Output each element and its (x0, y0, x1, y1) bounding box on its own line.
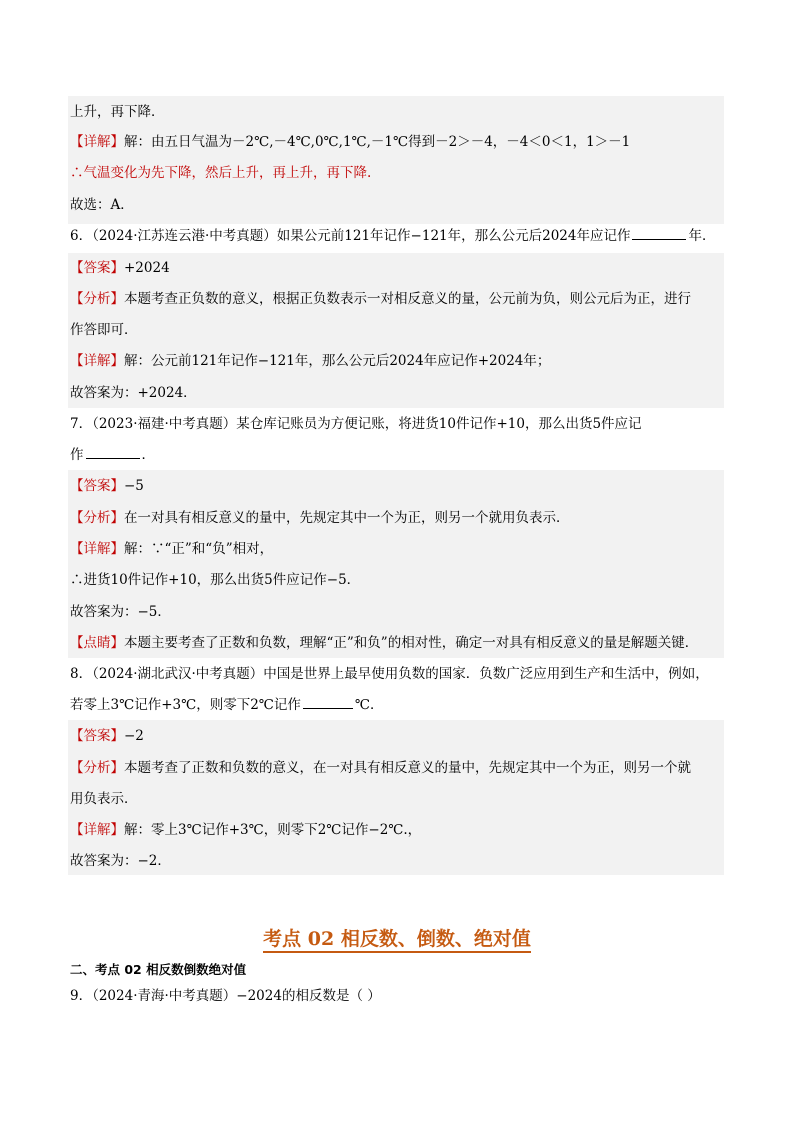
section-subheading: 二、考点 02 相反数倒数绝对值 (70, 962, 247, 977)
q8-conclusion: 故答案为：−2． (70, 853, 171, 869)
detail-text: 解：公元前121年记作−121年，那么公元后2024年应记作+2024年； (124, 353, 551, 369)
q6-conclusion: 故答案为：+2024． (70, 385, 197, 401)
stem-text-end: ． (141, 447, 155, 463)
q6-analysis-cont: 作答即可． (70, 322, 138, 338)
q8-stem-cont (70, 696, 384, 714)
analysis-tag: 【分析】 (70, 291, 124, 307)
detail-tag: 【详解】 (70, 134, 124, 150)
detail-text: 解：由五日气温为－2℃,－4℃,0℃,1℃,－1℃得到－2＞－4，－4＜0＜1，1＞－1 (124, 134, 631, 150)
answer-tag: 【答案】 (70, 728, 124, 744)
q6-stem (70, 227, 715, 245)
q7-detail (70, 540, 273, 558)
detail-tag: 【详解】 (70, 541, 124, 557)
q7-answer (70, 477, 144, 495)
stem-text-end: ℃． (354, 697, 384, 713)
analysis-text: 在一对具有相反意义的量中，先规定其中一个为正，则另一个就用负表示． (124, 510, 570, 526)
answer-blank (632, 227, 686, 240)
q7-comment (70, 634, 698, 652)
q7-conclusion: 故答案为：−5． (70, 604, 171, 620)
q5-continuation: 上升，再下降． (70, 104, 165, 120)
q7-therefore: ∴进货10件记作+10，那么出货5件应记作−5． (70, 572, 361, 588)
detail-tag: 【详解】 (70, 353, 124, 369)
solution-block-q7 (68, 470, 724, 658)
q5-choice: 故选：A． (70, 197, 134, 213)
detail-text: 解：∵“正”和“负”相对， (124, 541, 274, 557)
analysis-text: 本题考查正负数的意义，根据正负数表示一对相反意义的量，公元前为负，则公元后为正，进行 (124, 291, 691, 307)
detail-text: 解：零上3℃记作+3℃，则零下2℃记作−2℃.， (124, 822, 422, 838)
solution-block-q5 (68, 96, 724, 224)
stem-text: 作 (70, 447, 84, 463)
stem-text: 6．（2024·江苏连云港·中考真题）如果公元前121年记作−121年，那么公元后2024年应记作 (70, 228, 631, 244)
stem-text: 若零上3℃记作+3℃，则零下2℃记作 (70, 697, 301, 713)
q9-stem: 9．（2024·青海·中考真题）−2024的相反数是（ ） (70, 988, 381, 1004)
analysis-text: 本题考查了正数和负数的意义，在一对具有相反意义的量中，先规定其中一个为正，则另一个就 (124, 760, 691, 776)
q6-answer (70, 259, 170, 277)
q8-analysis (70, 759, 691, 777)
analysis-tag: 【分析】 (70, 510, 124, 526)
q5-therefore: ∴气温变化为先下降，然后上升，再上升，再下降. (70, 165, 372, 181)
analysis-tag: 【分析】 (70, 760, 124, 776)
q6-analysis (70, 290, 691, 308)
answer-blank (86, 446, 140, 459)
comment-tag: 【点睛】 (70, 635, 124, 651)
stem-text-end: 年． (688, 228, 716, 244)
q8-analysis-cont: 用负表示． (70, 791, 138, 807)
answer-tag: 【答案】 (70, 260, 124, 276)
answer-tag: 【答案】 (70, 478, 124, 494)
q7-stem-cont (70, 446, 155, 464)
q5-detail (70, 133, 630, 151)
q7-analysis (70, 509, 570, 527)
detail-tag: 【详解】 (70, 822, 124, 838)
section-title (0, 928, 794, 950)
q8-detail (70, 821, 421, 839)
answer-value: −2 (124, 728, 144, 744)
q8-stem: 8．（2024·湖北武汉·中考真题）中国是世界上最早使用负数的国家．负数广泛应用到生产和生活中，例如， (70, 666, 709, 682)
q6-detail (70, 352, 550, 370)
q8-answer (70, 727, 144, 745)
answer-value: −5 (124, 478, 144, 494)
q7-stem: 7．（2023·福建·中考真题）某仓库记账员为方便记账，将进货10件记作+10，那么出货5件应记 (70, 416, 642, 432)
section-title-text: 考点 02 相反数、倒数、绝对值 (263, 928, 531, 953)
comment-text: 本题主要考查了正数和负数，理解“正”和负”的相对性，确定一对具有相反意义的量是解题关键． (124, 635, 699, 651)
answer-blank (303, 696, 353, 709)
answer-value: +2024 (124, 260, 170, 276)
